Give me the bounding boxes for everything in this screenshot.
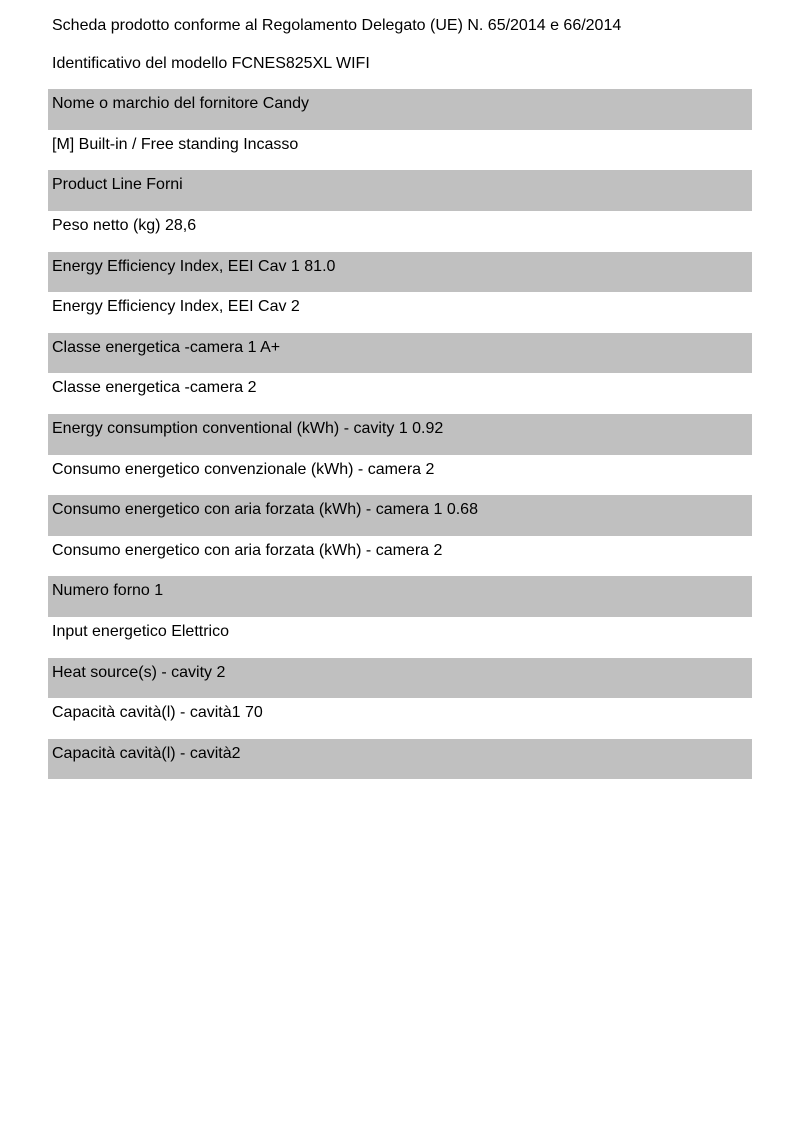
list-item: Energy Efficiency Index, EEI Cav 1 81.0 <box>48 252 752 293</box>
list-item: Capacità cavità(l) - cavità2 <box>48 739 752 780</box>
list-item: Energy Efficiency Index, EEI Cav 2 <box>52 298 300 316</box>
list-item: Nome o marchio del fornitore Candy <box>48 89 752 130</box>
list-item: Capacità cavità(l) - cavità1 70 <box>52 704 263 722</box>
list-item: Consumo energetico convenzionale (kWh) - camera 2 <box>52 460 435 478</box>
list-item: Identificativo del modello FCNES825XL WIFI <box>52 54 370 72</box>
list-item: Consumo energetico con aria forzata (kWh) - camera 2 <box>52 541 443 559</box>
list-item: Classe energetica -camera 2 <box>52 379 257 397</box>
list-item: [M] Built-in / Free standing Incasso <box>52 135 299 153</box>
product-data-list <box>48 49 752 780</box>
list-item: Peso netto (kg) 28,6 <box>52 216 197 234</box>
document-title: Scheda prodotto conforme al Regolamento Delegato (UE) N. 65/2014 e 66/2014 <box>52 17 622 34</box>
list-item: Classe energetica -camera 1 A+ <box>48 333 752 374</box>
list-item: Input energetico Elettrico <box>52 622 229 640</box>
list-item: Energy consumption conventional (kWh) - cavity 1 0.92 <box>48 414 752 455</box>
list-item: Heat source(s) - cavity 2 <box>48 658 752 699</box>
product-sheet <box>48 8 752 779</box>
list-item: Numero forno 1 <box>48 576 752 617</box>
list-item: Product Line Forni <box>48 170 752 211</box>
list-item: Consumo energetico con aria forzata (kWh) - camera 1 0.68 <box>48 495 752 536</box>
